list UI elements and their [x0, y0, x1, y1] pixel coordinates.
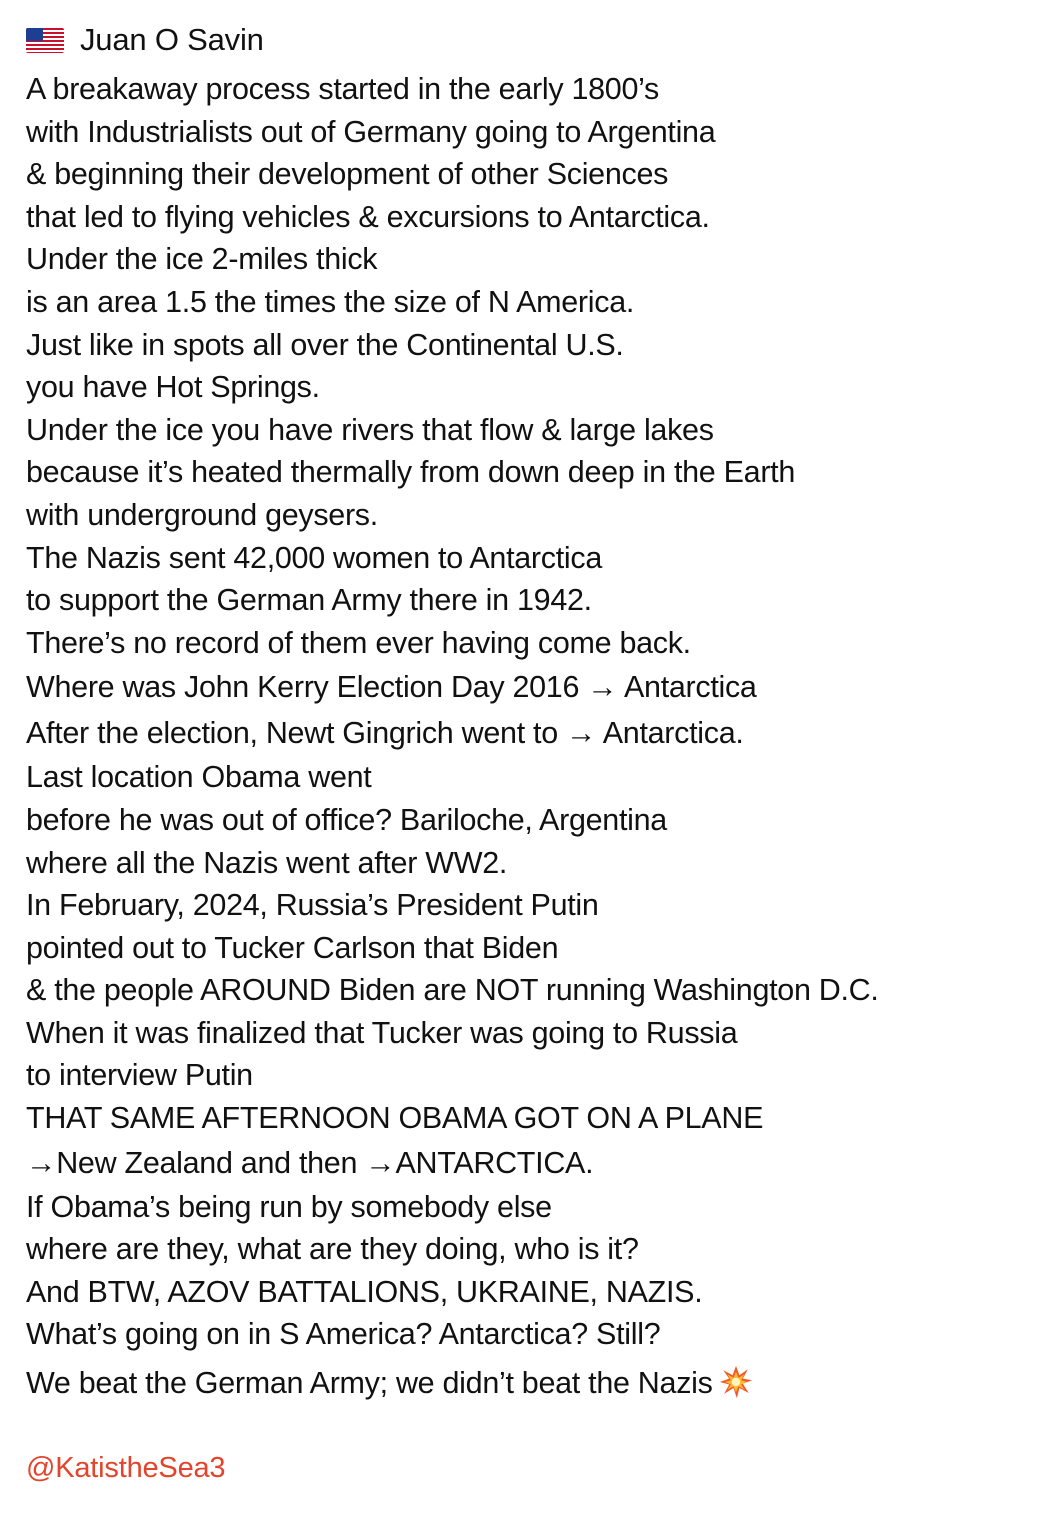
quote-line: If Obama’s being run by somebody else [26, 1189, 552, 1224]
quote-line: is an area 1.5 the times the size of N America. [26, 284, 635, 319]
quote-line: Where was John Kerry Election Day 2016 → Antarctica [26, 670, 757, 705]
quote-line: There’s no record of them ever having come back. [26, 625, 691, 660]
final-line-text: We beat the German Army; we didn’t beat the Nazis [26, 1366, 713, 1401]
quote-line: Under the ice 2-miles thick [26, 242, 378, 277]
collision-icon [719, 1365, 753, 1399]
quote-line: that led to flying vehicles & excursions to Antarctica. [26, 199, 710, 234]
post-header [26, 20, 264, 60]
quote-line: Under the ice you have rivers that flow & large lakes [26, 412, 714, 447]
quote-line: After the election, Newt Gingrich went to → Antarctica. [26, 716, 744, 751]
quote-line: to interview Putin [26, 1058, 253, 1093]
quote-line: The Nazis sent 42,000 women to Antarctica [26, 540, 602, 575]
quote-line: before he was out of office? Bariloche, Argentina [26, 802, 667, 837]
quote-line: →New Zealand and then →ANTARCTICA. [26, 1145, 594, 1180]
quote-line: & the people AROUND Biden are NOT running Washington D.C. [26, 973, 879, 1008]
quote-line: you have Hot Springs. [26, 370, 320, 405]
quote-line: Just like in spots all over the Continental U.S. [26, 327, 624, 362]
author-name: Juan O Savin [80, 22, 264, 57]
quote-line: When it was finalized that Tucker was going to Russia [26, 1015, 738, 1050]
quote-line: because it’s heated thermally from down deep in the Earth [26, 455, 796, 490]
quote-body [26, 68, 1026, 1405]
author-handle: @KatistheSea3 [26, 1452, 226, 1484]
quote-line: where all the Nazis went after WW2. [26, 845, 508, 880]
quote-line: And BTW, AZOV BATTALIONS, UKRAINE, NAZIS. [26, 1274, 703, 1309]
quote-line: A breakaway process started in the early 1800’s [26, 72, 659, 106]
quote-line: where are they, what are they doing, who is it? [26, 1232, 639, 1267]
quote-final-line [26, 1362, 1026, 1405]
quote-line: Last location Obama went [26, 760, 372, 795]
quote-line: with underground geysers. [26, 497, 378, 532]
quote-line: to support the German Army there in 1942. [26, 583, 592, 618]
quote-line: In February, 2024, Russia’s President Putin [26, 888, 599, 923]
quote-line: pointed out to Tucker Carlson that Biden [26, 930, 559, 965]
quote-line: What’s going on in S America? Antarctica? Still? [26, 1317, 661, 1352]
quote-line: & beginning their development of other Sciences [26, 157, 669, 192]
quote-line: THAT SAME AFTERNOON OBAMA GOT ON A PLANE [26, 1101, 764, 1136]
quote-line: with Industrialists out of Germany going to Argentina [26, 114, 716, 149]
us-flag-icon [26, 28, 64, 53]
